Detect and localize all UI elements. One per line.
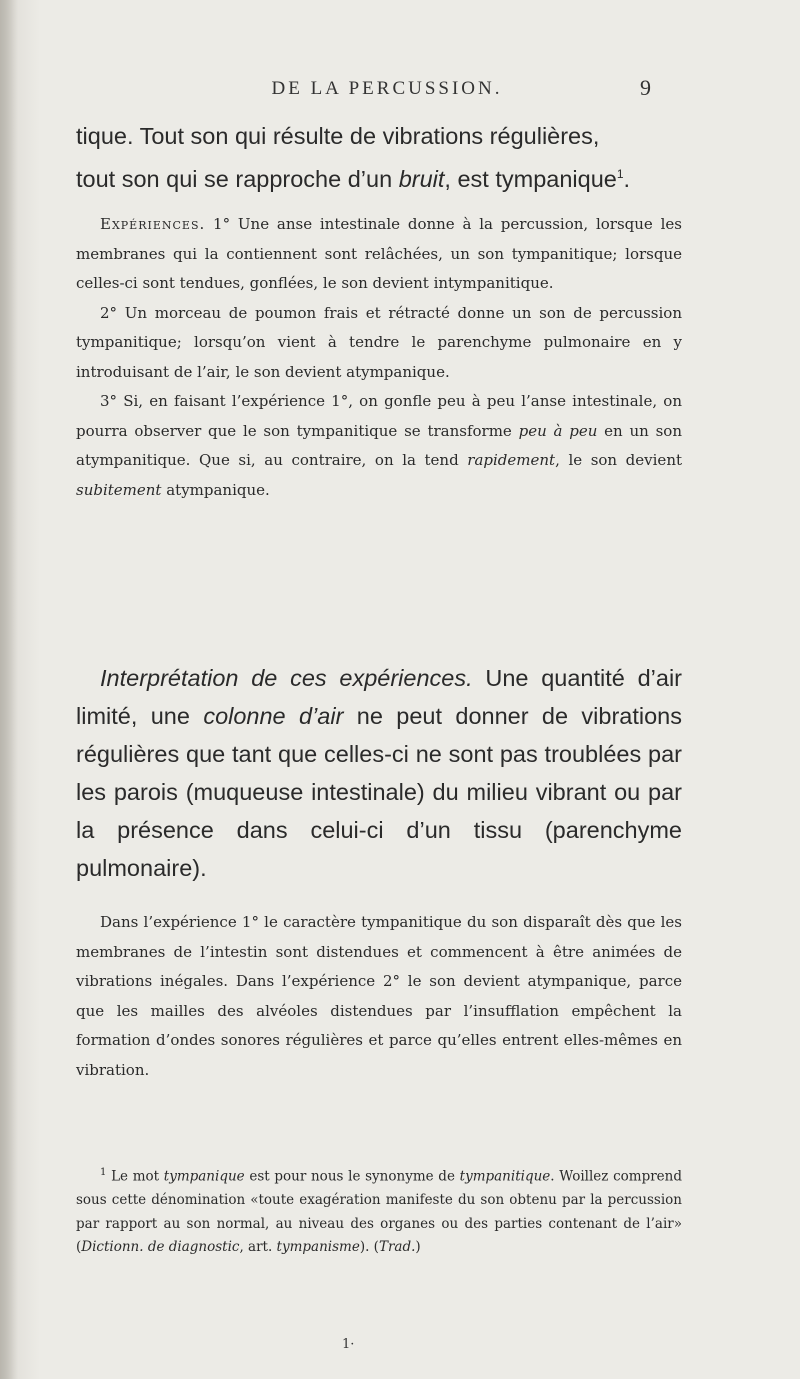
footnote: $^1$ Le mot tympanique est pour nous le synonyme de tympanitique. Woillez comprend sous cette dénomination «toute exagération manifeste du son obtenu par la percussion par rapport au son normal, au niveau des organes ou des parties contenant de l’air» (Dictionn. de diagnostic, art. tympanisme). (Trad.) — [76, 1167, 682, 1255]
page-header — [0, 75, 800, 108]
term-colonne-d-air: colonne d’air — [203, 703, 344, 729]
gutter-shadow — [0, 0, 18, 1379]
footnote-ref: 1 — [616, 167, 624, 181]
opening-paragraph — [76, 117, 682, 198]
experience-3: 3° Si, en faisant l’expérience 1°, on gonfle peu à peu l’anse intestinale, on pourra observer que le son tympanitique se transforme peu à peu en un son atympanitique. Que si, au contraire, on la tend rapidement, le son devient subitement atympanique. — [76, 392, 683, 499]
interpretation-paragraph: Interprétation de ces expériences. Une quantité d’air limité, une colonne d’air ne peut donner de vibrations régulières que tant que celles-ci ne sont pas troublées par les parois (muqueuse intestinale) du milieu vibrant ou par la présence dans celui-ci d’un tissu (parenchyme pulmonaire). — [76, 665, 682, 881]
running-title: DE LA PERCUSSION. — [271, 78, 503, 99]
experience-1: Expériences. 1° Une anse intestinale donne à la percussion, lorsque les membranes qui la contiennent sont relâchées, un son tympanitique; lorsque celles-ci sont tendues, gonflées, le son devient intympanitique. — [76, 215, 682, 292]
opening-line-1: tique. Tout son qui résulte de vibrations régulières, — [76, 123, 600, 149]
page-number: 9 — [640, 75, 651, 100]
opening-line-2: tout son qui se rapproche d’un bruit, est tympanique$^1$. — [76, 165, 631, 192]
experiences-label: Expériences. — [100, 215, 206, 233]
discussion-paragraph: Dans l’expérience 1° le caractère tympanitique du son disparaît dès que les membranes de l’intestin sont distendues et commencent à être animées de vibrations inégales. Dans l’expérience 2° le son devient atympanique, parce que les mailles des alvéoles distendues par l’insufflation empêchent la formation d’ondes sonores régulières et parce qu’elles entrent elles-mêmes en vibration. — [76, 913, 682, 1079]
signature-mark: 1· — [342, 1337, 355, 1352]
interpretation-title: Interprétation de ces expériences. — [100, 665, 473, 691]
experiences-section — [76, 210, 682, 505]
term-bruit: bruit — [398, 165, 445, 192]
experience-2: 2° Un morceau de poumon frais et rétracté donne un son de percussion tympanitique; lorsqu’on vient à tendre le parenchyme pulmonaire en y introduisant de l’air, le son devient atympanique. — [76, 303, 682, 381]
footnote-number: 1 — [100, 1167, 107, 1178]
